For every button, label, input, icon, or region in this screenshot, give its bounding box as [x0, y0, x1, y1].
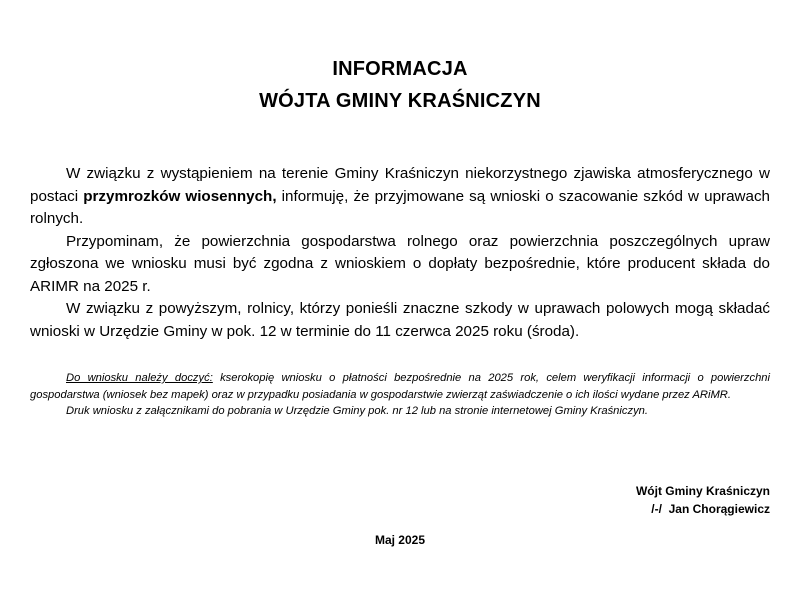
body-section	[30, 163, 770, 343]
signature-name: /-/ Jan Chorągiewicz	[651, 502, 770, 516]
note-attachments	[30, 370, 770, 403]
paragraph-announcement	[30, 163, 770, 231]
document-date: Maj 2025	[374, 533, 426, 547]
note-attachments-text: kserokopię wniosku o płatności bezpośrednie na 2025 rok, celem weryfikacji informacji o powierzchni gospodarstwa (wniosek bez mapek) oraz w przypadku posiadania w gospodarstwie zwierząt zaświadczenie o ich ilości wydane przez ARiMR.	[30, 372, 771, 401]
paragraph-announcement-text-end: informuję, że przyjmowane są wnioski o szacowanie szkód w uprawach rolnych.	[30, 187, 770, 227]
note-attachments-heading: Do wniosku należy doczyć:	[66, 372, 213, 384]
signature-block	[636, 482, 770, 518]
note-download: Druk wniosku z załącznikami do pobrania w Urzędzie Gminy pok. nr 12 lub na stronie internetowej Gminy Kraśniczyn.	[66, 405, 649, 418]
paragraph-deadline: W związku z powyższym, rolnicy, którzy ponieśli znaczne szkody w uprawach polowych mogą składać wnioski w Urzędzie Gminy w pok. 12 w terminie do 11 czerwca 2025 roku (środa).	[30, 300, 770, 340]
highlighted-phrase: przymrozków wiosennych,	[83, 187, 277, 205]
paragraph-reminder: Przypominam, że powierzchnia gospodarstwa rolnego oraz powierzchnia poszczególnych upraw zgłoszona we wniosku musi być zgodna z wnioskiem o dopłaty bezpośrednie, które producent składa do ARIMR na 2025 r.	[30, 232, 770, 295]
paragraph-announcement-text-start: W związku z wystąpieniem na terenie Gminy Kraśniczyn niekorzystnego zjawiska atmosferycznego w postaci	[30, 165, 770, 205]
signature-title: Wójt Gminy Kraśniczyn	[635, 484, 770, 498]
document-subtitle: WÓJTA GMINY KRAŚNICZYN	[259, 90, 541, 112]
document-title: INFORMACJA	[332, 58, 468, 80]
note-section	[30, 370, 770, 420]
